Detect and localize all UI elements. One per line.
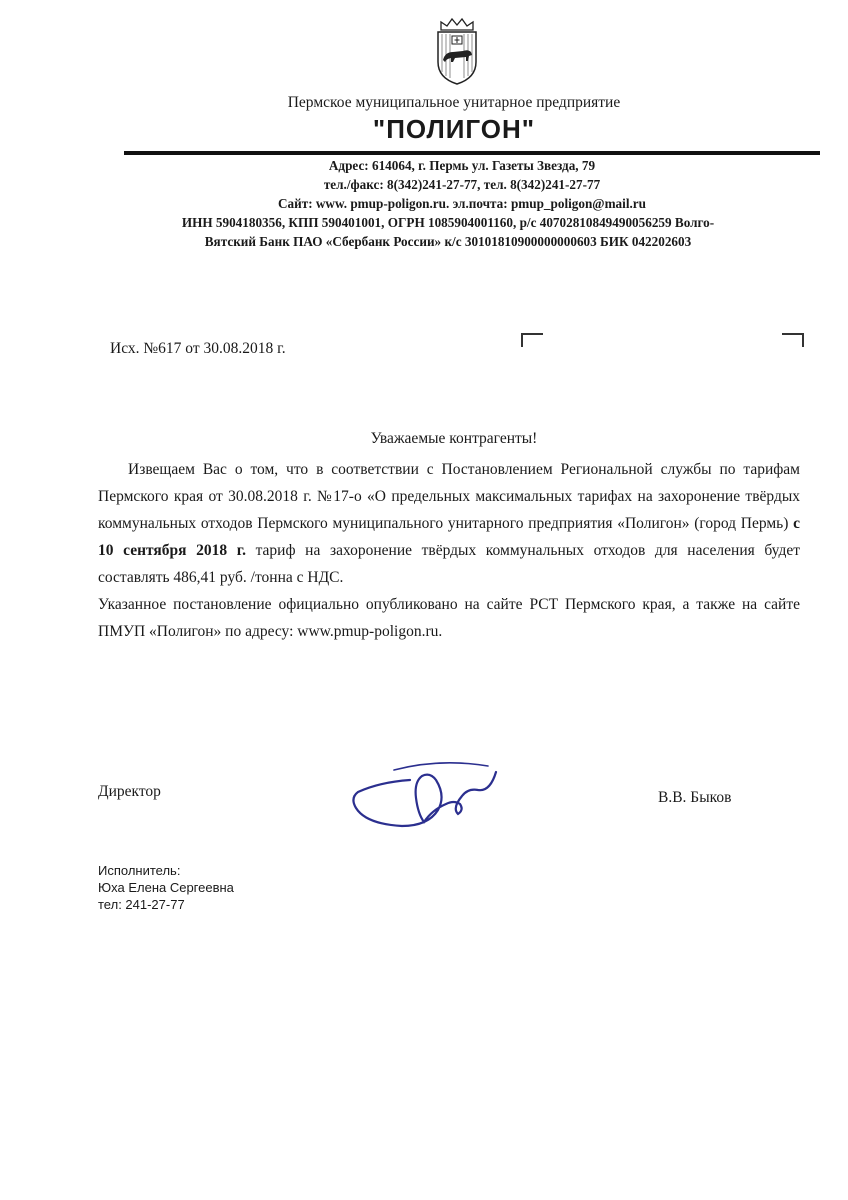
perm-coat-of-arms-icon	[433, 16, 481, 86]
contact-block	[0, 156, 848, 213]
addressee-corner-right	[782, 333, 804, 347]
handwritten-signature	[350, 752, 510, 832]
header-divider	[124, 151, 820, 155]
outgoing-number: Исх. №617 от 30.08.2018 г.	[110, 340, 286, 357]
executor-phone: тел: 241-27-77	[98, 897, 185, 912]
paragraph-publication: Указанное постановление официально опубликовано на сайте РСТ Пермского края, а также на сайте ПМУП «Полигон» по адресу: www.pmup-poligon.ru.	[98, 596, 800, 640]
organization-short-name: "ПОЛИГОН"	[372, 114, 536, 144]
addressee-corner-left	[521, 333, 543, 347]
bank-details-line-1: ИНН 5904180356, КПП 590401001, ОГРН 1085904001160, р/с 40702810849490056259 Волго-	[181, 215, 715, 230]
paragraph-notice: Извещаем Вас о том, что в соответствии с Постановлением Региональной службы по тарифам Пермского края от 30.08.2018 г. №17-о «О предельных максимальных тарифах на захоронение твёрдых коммунальных отходов Пермского муниципального унитарного предприятия «Полигон» (город Пермь) с 10 сентября 2018 г. тариф на захоронение твёрдых коммунальных отходов для населения будет составлять 486,41 руб. /тонна с НДС.	[98, 461, 800, 586]
executor-name: Юха Елена Сергеевна	[98, 880, 234, 895]
phone-line: тел./факс: 8(342)241-27-77, тел. 8(342)241-27-77	[323, 177, 601, 192]
effective-date: с 10 сентября 2018 г.	[98, 515, 800, 559]
letter-body	[98, 456, 800, 645]
signer-position: Директор	[98, 783, 161, 800]
signer-name: В.В. Быков	[658, 789, 732, 806]
bank-details-line-2: Вятский Банк ПАО «Сбербанк России» к/с 30101810900000000603 БИК 042202603	[204, 234, 692, 249]
site-email-line: Сайт: www. pmup-poligon.ru. эл.почта: pmup_poligon@mail.ru	[278, 196, 646, 211]
address-line: Адрес: 614064, г. Пермь ул. Газеты Звезда, 79	[328, 158, 596, 173]
executor-block	[98, 862, 234, 913]
salutation: Уважаемые контрагенты!	[370, 430, 538, 447]
executor-label: Исполнитель:	[98, 863, 181, 878]
bank-details	[0, 213, 848, 251]
organization-name: Пермское муниципальное унитарное предприятие	[287, 94, 621, 111]
